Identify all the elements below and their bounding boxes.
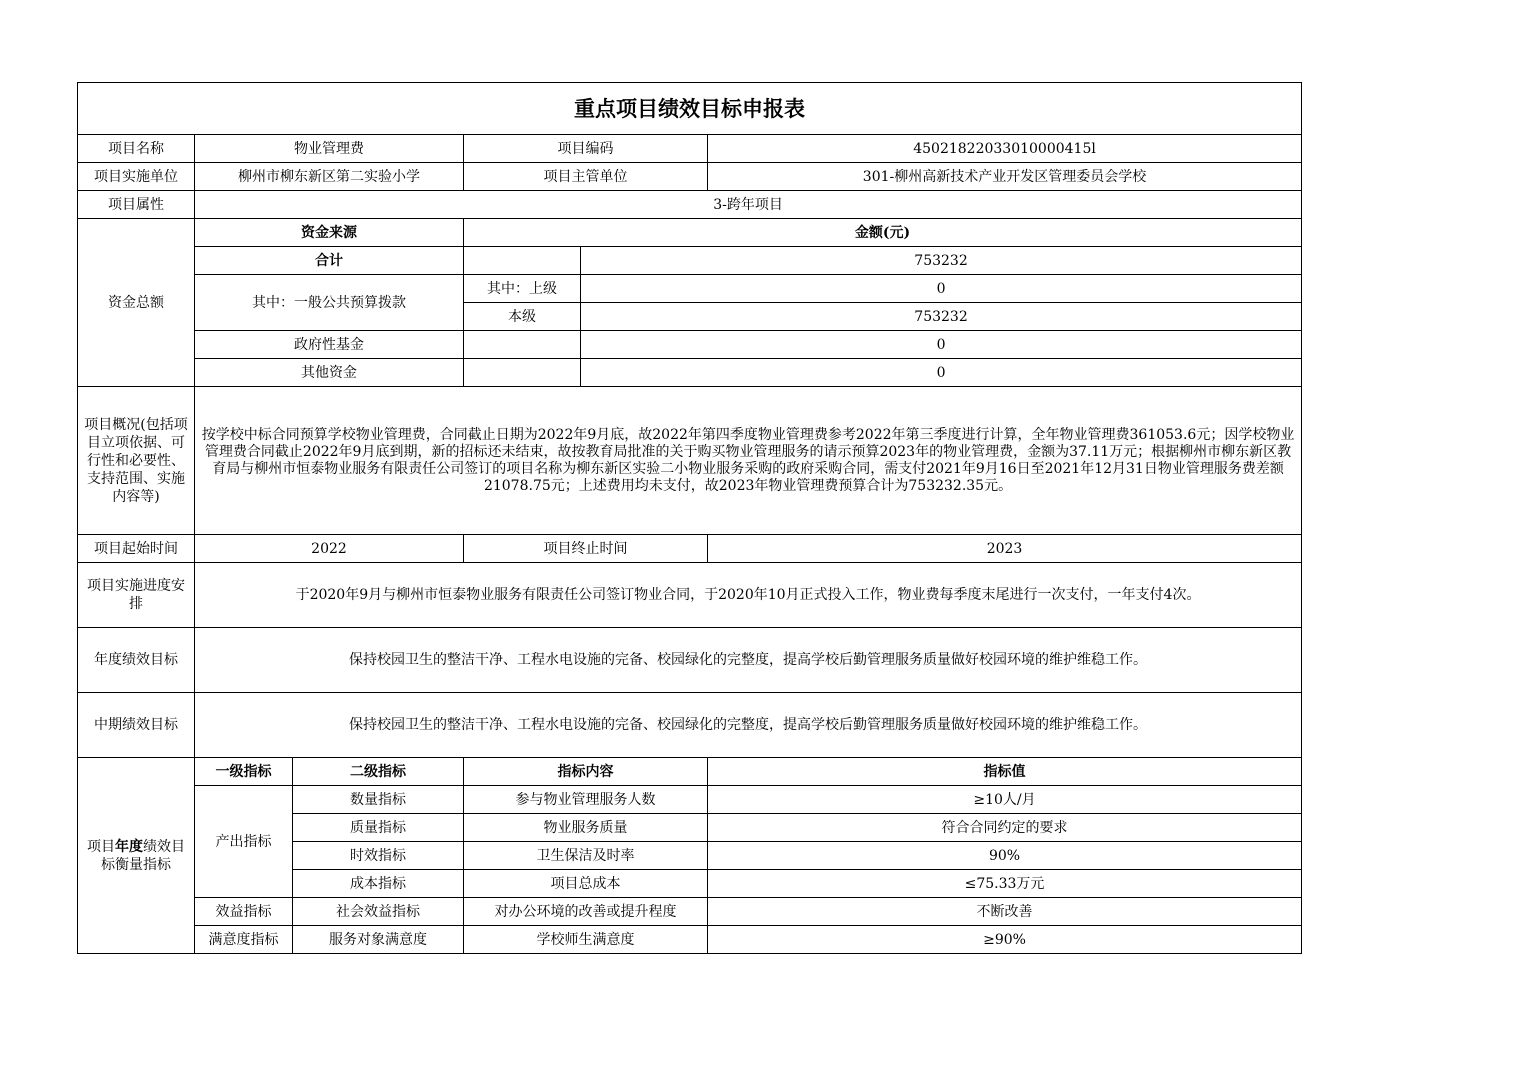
indicator-content: 学校师生满意度 [464, 926, 708, 954]
project-code-label: 项目编码 [464, 135, 708, 163]
mgmt-unit-value: 301-柳州高新技术产业开发区管理委员会学校 [708, 163, 1302, 191]
project-attr-label: 项目属性 [78, 191, 195, 219]
performance-target-table [77, 82, 1302, 954]
start-time-label: 项目起始时间 [78, 535, 195, 563]
fund-amount-header: 金额(元) [464, 219, 1302, 247]
fund-public-budget-label: 其中：一般公共预算拨款 [195, 275, 464, 331]
fund-gov-sub [464, 331, 581, 359]
schedule-text: 于2020年9月与柳州市恒泰物业服务有限责任公司签订物业合同，于2020年10月正式投入工作，物业费每季度末尾进行一次支付，一年支付4次。 [195, 563, 1302, 628]
indicator-level2: 服务对象满意度 [293, 926, 464, 954]
fund-local-label: 本级 [464, 303, 581, 331]
indicator-content: 对办公环境的改善或提升程度 [464, 898, 708, 926]
indicator-label-bold: 年度 [115, 838, 143, 855]
project-attr-value: 3-跨年项目 [195, 191, 1302, 219]
indicator-value: ≥10人/月 [708, 786, 1302, 814]
mgmt-unit-label: 项目主管单位 [464, 163, 708, 191]
fund-other-label: 其他资金 [195, 359, 464, 387]
fund-source-header: 资金来源 [195, 219, 464, 247]
fund-upper-value: 0 [581, 275, 1302, 303]
overview-text: 按学校中标合同预算学校物业管理费，合同截止日期为2022年9月底，故2022年第四季度物业管理费参考2022年第三季度进行计算，全年物业管理费361053.6元；因学校物业管理费合同截止2022年9月底到期，新的招标还未结束，故按教育局批准的关于购买物业管理服务的请示预算2023年的物业管理费，金额为37.11万元；根据柳州市柳东新区教育局与柳州市恒泰物业服务有限责任公司签订的项目名称为柳东新区实验二小物业服务采购的政府采购合同，需支付2021年9月16日至2021年12月31日物业管理服务费差额21078.75元；上述费用均未支付，故2023年物业管理费预算合计为753232.35元。 [195, 387, 1302, 535]
indicator-level2: 质量指标 [293, 814, 464, 842]
indicator-section-label [78, 758, 195, 954]
indicator-benefit-label: 效益指标 [195, 898, 293, 926]
impl-unit-value: 柳州市柳东新区第二实验小学 [195, 163, 464, 191]
indicator-content: 参与物业管理服务人数 [464, 786, 708, 814]
indicator-header-content: 指标内容 [464, 758, 708, 786]
project-name-label: 项目名称 [78, 135, 195, 163]
fund-other-sub [464, 359, 581, 387]
annual-goal-label: 年度绩效目标 [78, 628, 195, 693]
indicator-level2: 时效指标 [293, 842, 464, 870]
project-name-value: 物业管理费 [195, 135, 464, 163]
mid-goal-label: 中期绩效目标 [78, 693, 195, 758]
funds-total-label: 资金总额 [78, 219, 195, 387]
start-time-value: 2022 [195, 535, 464, 563]
indicator-level2: 社会效益指标 [293, 898, 464, 926]
indicator-header-value: 指标值 [708, 758, 1302, 786]
page-title: 重点项目绩效目标申报表 [78, 83, 1302, 135]
project-code-value: 45021822033010000415l [708, 135, 1302, 163]
annual-goal-text: 保持校园卫生的整洁干净、工程水电设施的完备、校园绿化的完整度，提高学校后勤管理服务质量做好校园环境的维护维稳工作。 [195, 628, 1302, 693]
indicator-output-label: 产出指标 [195, 786, 293, 898]
indicator-header-level1: 一级指标 [195, 758, 293, 786]
mid-goal-text: 保持校园卫生的整洁干净、工程水电设施的完备、校园绿化的完整度，提高学校后勤管理服务质量做好校园环境的维护维稳工作。 [195, 693, 1302, 758]
fund-gov-label: 政府性基金 [195, 331, 464, 359]
schedule-label: 项目实施进度安排 [78, 563, 195, 628]
indicator-label-pre: 项目 [87, 838, 115, 855]
indicator-label-post: 绩效目标衡量指标 [101, 838, 185, 873]
fund-gov-value: 0 [581, 331, 1302, 359]
indicator-satisfaction-label: 满意度指标 [195, 926, 293, 954]
indicator-value: 90% [708, 842, 1302, 870]
indicator-content: 项目总成本 [464, 870, 708, 898]
indicator-value: 不断改善 [708, 898, 1302, 926]
indicator-level2: 数量指标 [293, 786, 464, 814]
indicator-value: ≤75.33万元 [708, 870, 1302, 898]
indicator-content: 卫生保洁及时率 [464, 842, 708, 870]
fund-upper-label: 其中：上级 [464, 275, 581, 303]
end-time-value: 2023 [708, 535, 1302, 563]
indicator-level2: 成本指标 [293, 870, 464, 898]
end-time-label: 项目终止时间 [464, 535, 708, 563]
fund-total-sub [464, 247, 581, 275]
impl-unit-label: 项目实施单位 [78, 163, 195, 191]
indicator-value: 符合合同约定的要求 [708, 814, 1302, 842]
fund-local-value: 753232 [581, 303, 1302, 331]
fund-other-value: 0 [581, 359, 1302, 387]
fund-total-value: 753232 [581, 247, 1302, 275]
overview-label: 项目概况(包括项目立项依据、可行性和必要性、支持范围、实施内容等) [78, 387, 195, 535]
indicator-header-level2: 二级指标 [293, 758, 464, 786]
indicator-content: 物业服务质量 [464, 814, 708, 842]
indicator-value: ≥90% [708, 926, 1302, 954]
fund-total-label: 合计 [195, 247, 464, 275]
